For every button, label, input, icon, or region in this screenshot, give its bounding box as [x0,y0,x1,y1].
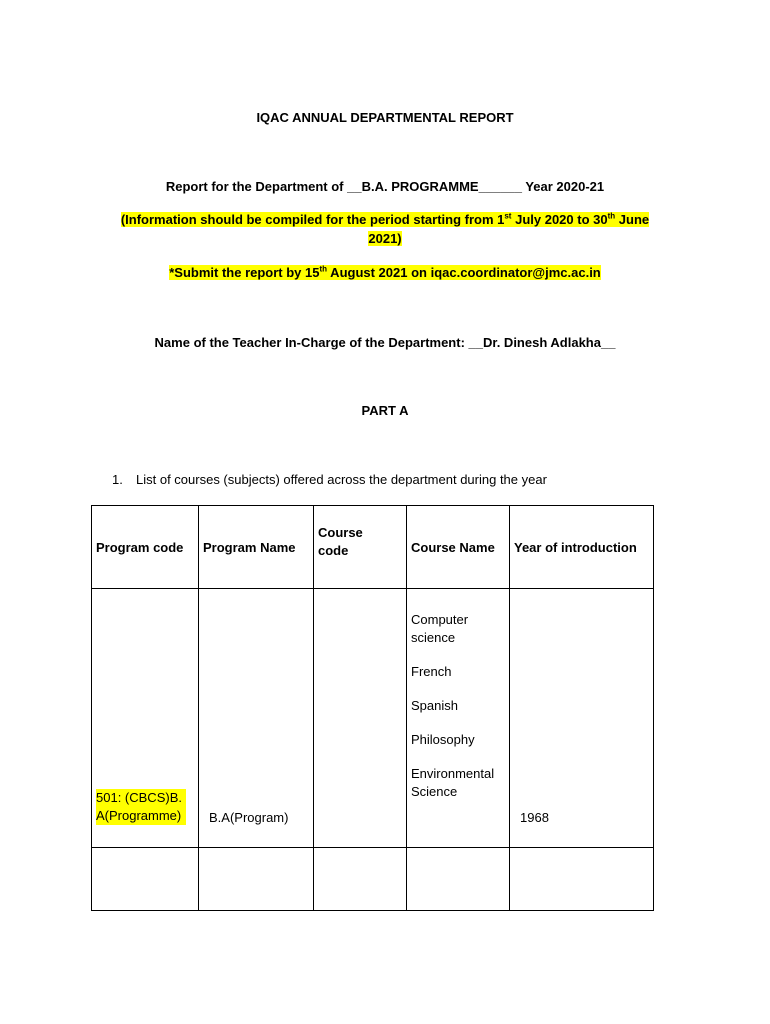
header-year-of-introduction: Year of introduction [510,506,654,589]
empty-cell [407,848,510,911]
teacher-in-charge-line: Name of the Teacher In-Charge of the Department: __Dr. Dinesh Adlakha__ [154,335,616,350]
submit-text-a: *Submit the report by 15 [169,265,320,280]
list-item: Computer science [411,612,469,645]
cell-program-code [92,589,199,848]
info-sup-a: st [504,211,512,221]
section-title-text: List of courses (subjects) offered across the department during the year [136,472,547,487]
table-row [92,589,654,848]
empty-cell [199,848,314,911]
info-text-a: (Information should be compiled for the period starting from 1 [120,212,505,227]
program-code-value: 501: (CBCS)B.A(Programme) [96,789,186,825]
submit-sup: th [319,264,328,274]
empty-cell [510,848,654,911]
year-value: 1968 [520,810,549,825]
info-text-b: July 2020 to 30 [511,212,608,227]
course-name-list [411,611,505,801]
section-number: 1. [112,472,123,487]
department-year-line: Report for the Department of __B.A. PROGRAMME______ Year 2020-21 [165,179,605,194]
header-program-code: Program code [92,506,199,589]
cell-program-name [199,589,314,848]
list-item: French [411,664,452,679]
submit-text-b: August 2021 on iqac.coordinator@jmc.ac.in [327,265,601,280]
info-period-line-2 [0,231,770,246]
courses-section-title [112,472,547,487]
list-item: Philosophy [411,732,475,747]
submit-line [0,265,770,280]
courses-table [91,505,654,911]
list-item: Environmental Science [411,766,495,799]
list-item: Spanish [411,698,458,713]
cell-year [510,589,654,848]
info-text-d: 2021) [368,231,402,246]
info-period-line-1 [0,212,770,227]
program-name-value: B.A(Program) [209,810,289,825]
header-course-code-text: Course code [318,525,363,558]
table-row-empty [92,848,654,911]
info-text-c: June [615,212,650,227]
cell-course-names [407,589,510,848]
table-header-row [92,506,654,589]
report-title: IQAC ANNUAL DEPARTMENTAL REPORT [256,110,514,125]
empty-cell [314,848,407,911]
part-heading: PART A [361,403,409,418]
empty-cell [92,848,199,911]
header-course-name: Course Name [407,506,510,589]
cell-course-code [314,589,407,848]
header-program-name: Program Name [199,506,314,589]
header-course-code [314,506,407,589]
info-sup-b: th [607,211,616,221]
